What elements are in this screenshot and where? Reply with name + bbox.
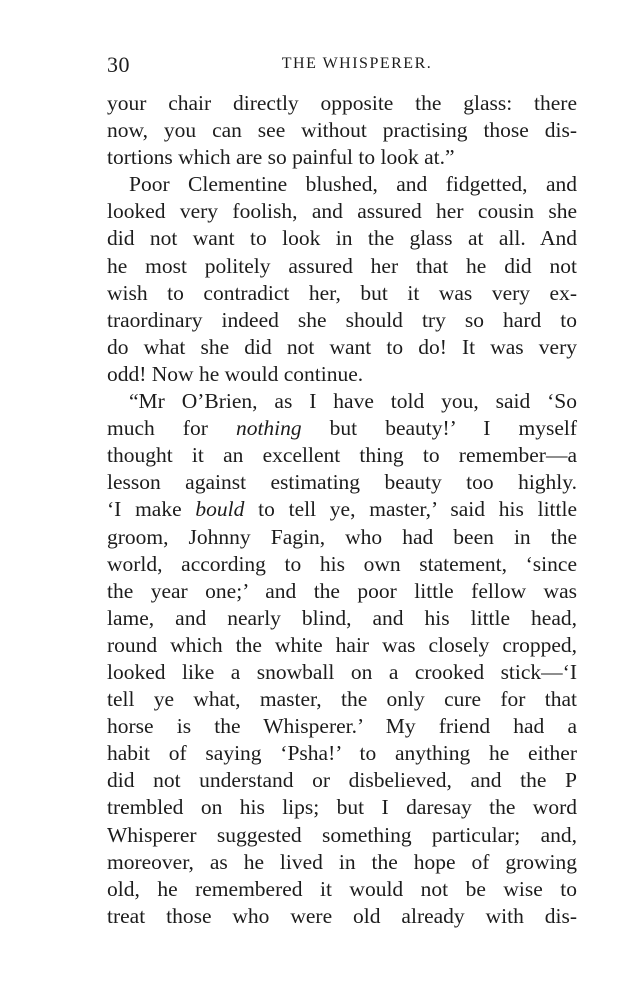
text-line [107,794,577,821]
text-segment: ‘I make [107,497,196,522]
text-segment: treat those who were old already with dis- [107,903,577,928]
text-segment: lame, and nearly blind, and his little head, [107,605,577,630]
text-segment: groom, Johnny Fagin, who had been in the [107,524,577,549]
text-segment: odd! Now he would continue. [107,361,364,386]
text-line [107,524,577,551]
text-line [107,198,577,225]
text-segment: trembled on his lips; but I daresay the word [107,795,577,820]
italic-text: nothing [235,416,302,441]
text-line [107,713,577,740]
text-line [107,90,577,117]
text-line [107,469,577,496]
text-line [107,225,577,252]
text-line [107,551,577,578]
text-line [107,415,577,442]
text-line [107,659,577,686]
text-line [107,822,577,849]
text-segment: your chair directly opposite the glass: there [107,91,577,115]
text-line [107,876,577,903]
text-segment: tortions which are so painful to look at.” [107,145,455,170]
italic-text: bould [195,497,245,522]
text-line [107,307,577,334]
page-number: 30 [107,52,130,77]
text-line [107,388,577,415]
text-segment: lesson against estimating beauty too highly. [107,470,577,495]
text-segment: round which the white hair was closely cropped, [107,632,577,657]
text-segment: tell ye what, master, the only cure for that [107,687,577,712]
text-segment: wish to contradict her, but it was very ex- [107,280,577,305]
text-line [107,578,577,605]
text-segment: moreover, as he lived in the hope of growing [107,849,577,874]
text-segment: looked like a snowball on a crooked stick—‘I [107,659,577,684]
body-text [107,90,577,930]
text-segment: habit of saying ‘Psha!’ to anything he either [107,741,577,766]
text-line [107,280,577,307]
text-segment: thought it an excellent thing to remember—a [107,443,577,468]
text-segment: the year one;’ and the poor little fellow was [107,578,577,603]
text-segment: did not want to look in the glass at all. And [107,226,577,251]
text-line [107,849,577,876]
text-line [107,144,577,171]
text-segment: horse is the Whisperer.’ My friend had a [107,714,577,739]
text-line [107,361,577,388]
text-segment: looked very foolish, and assured her cousin she [107,199,577,224]
text-line [107,686,577,713]
text-segment: old, he remembered it would not be wise to [107,876,577,901]
text-line [107,605,577,632]
text-segment: now, you can see without practising those dis- [107,118,577,143]
text-segment: “Mr O’Brien, as I have told you, said ‘So [129,389,577,414]
page-header [107,52,579,82]
text-line [107,442,577,469]
text-line [107,740,577,767]
text-line [107,117,577,144]
text-segment: traordinary indeed she should try so hard to [107,307,577,332]
running-title: THE WHISPERER. [281,55,433,72]
text-line [107,334,577,361]
text-segment: did not understand or disbelieved, and the P [107,768,577,793]
text-segment: Poor Clementine blushed, and fidgetted, and [129,172,577,197]
text-line [107,171,577,198]
text-line [107,767,577,794]
text-segment: much for [107,416,236,441]
text-line [107,496,577,523]
text-segment: Whisperer suggested something particular; and, [107,822,577,847]
text-line [107,903,577,930]
text-segment: world, according to his own statement, ‘since [107,551,577,576]
text-segment: do what she did not want to do! It was very [107,334,577,359]
text-segment: he most politely assured her that he did not [107,253,577,278]
text-line [107,632,577,659]
text-segment: but beauty!’ I myself [301,416,577,441]
text-segment: to tell ye, master,’ said his little [244,497,577,522]
text-line [107,253,577,280]
